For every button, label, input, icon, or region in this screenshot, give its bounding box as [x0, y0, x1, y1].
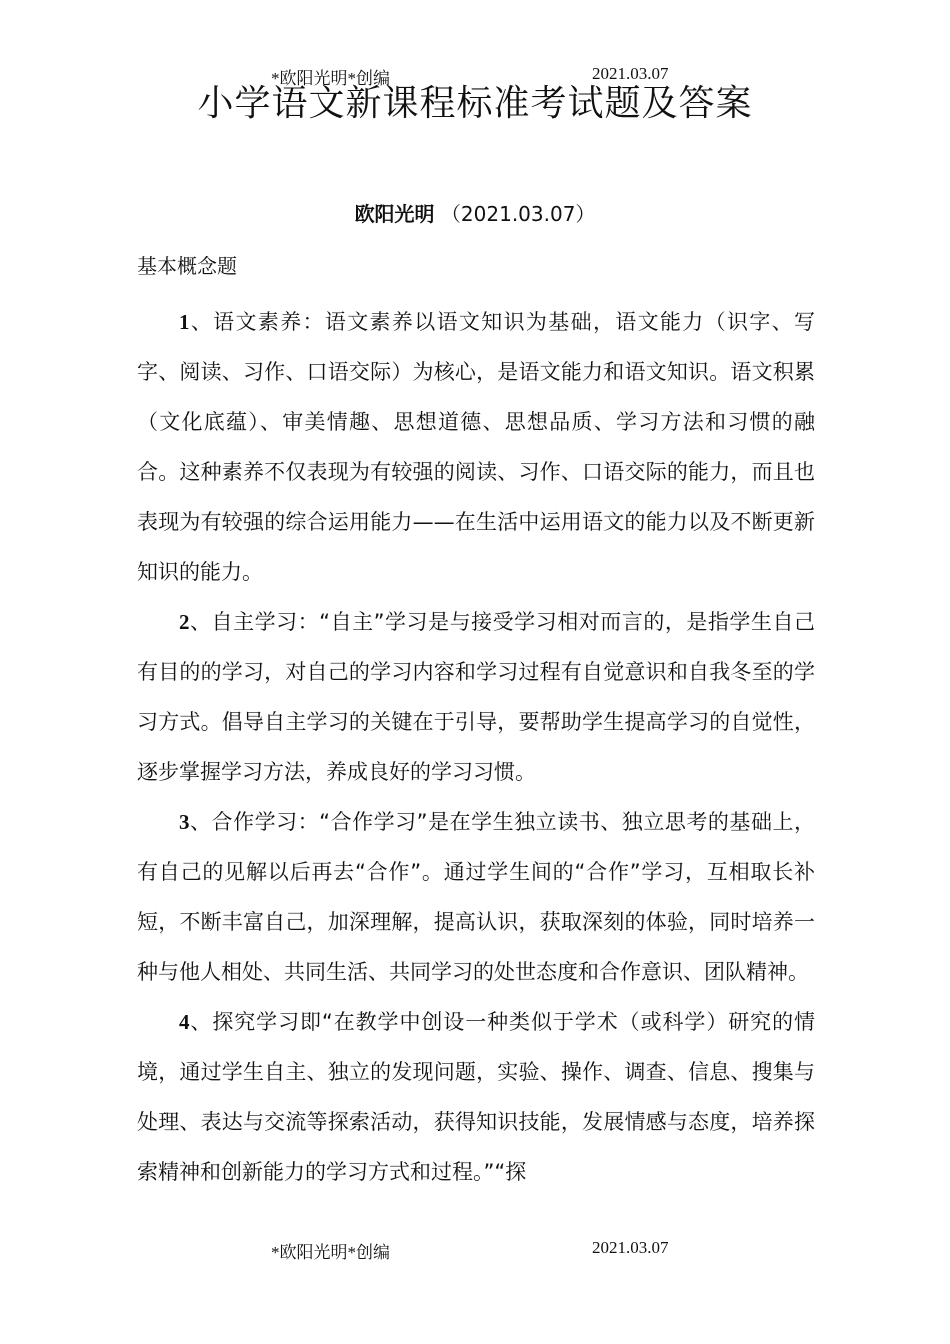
author-date: （2021.03.07） [440, 202, 596, 226]
paragraph-number: 4 [179, 1010, 190, 1034]
paragraph-3 [137, 797, 815, 997]
paragraph-2 [137, 597, 815, 797]
paragraph-1 [137, 297, 815, 597]
footer-author: *欧阳光明*创编 [271, 1243, 390, 1262]
header-date: 2021.03.07 [592, 64, 669, 83]
paragraph-number: 1 [179, 310, 190, 334]
paragraph-number: 2 [179, 610, 190, 634]
paragraph-number: 3 [179, 810, 190, 834]
paragraph-4 [137, 997, 815, 1197]
document-body [137, 297, 815, 1197]
document-title: 小学语文新课程标准考试题及答案 [197, 83, 753, 124]
footer-date: 2021.03.07 [592, 1238, 669, 1257]
paragraph-text: 、语文素养：语文素养以语文知识为基础，语文能力（识字、写字、阅读、习作、口语交际）为核心，是语文能力和语文知识。语文积累（文化底蕴）、审美情趣、思想道德、思想品质、学习方法和习惯的融合。这种素养不仅表现为有较强的阅读、习作、口语交际的能力，而且也表现为有较强的综合运用能力——在生活中运用语文的能力以及不断更新知识的能力。 [137, 310, 815, 584]
author-name: 欧阳光明 [354, 202, 435, 226]
header-author: *欧阳光明*创编 [271, 69, 390, 88]
section-heading: 基本概念题 [137, 254, 237, 278]
paragraph-text: 、合作学习：“合作学习”是在学生独立读书、独立思考的基础上，有自己的见解以后再去“合作”。通过学生间的“合作”学习，互相取长补短，不断丰富自己，加深理解，提高认识，获取深刻的体验，同时培养一种与他人相处、共同生活、共同学习的处世态度和合作意识、团队精神。 [137, 810, 815, 984]
author-line [0, 200, 950, 228]
paragraph-text: 、探究学习即“在教学中创设一种类似于学术（或科学）研究的情境，通过学生自主、独立的发现问题，实验、操作、调查、信息、搜集与处理、表达与交流等探索活动，获得知识技能，发展情感与态度，培养探索精神和创新能力的学习方式和过程。”“探 [137, 1010, 815, 1184]
paragraph-text: 、自主学习：“自主”学习是与接受学习相对而言的，是指学生自己有目的的学习，对自己的学习内容和学习过程有自觉意识和自我冬至的学习方式。倡导自主学习的关键在于引导，要帮助学生提高学习的自觉性，逐步掌握学习方法，养成良好的学习习惯。 [137, 610, 815, 784]
